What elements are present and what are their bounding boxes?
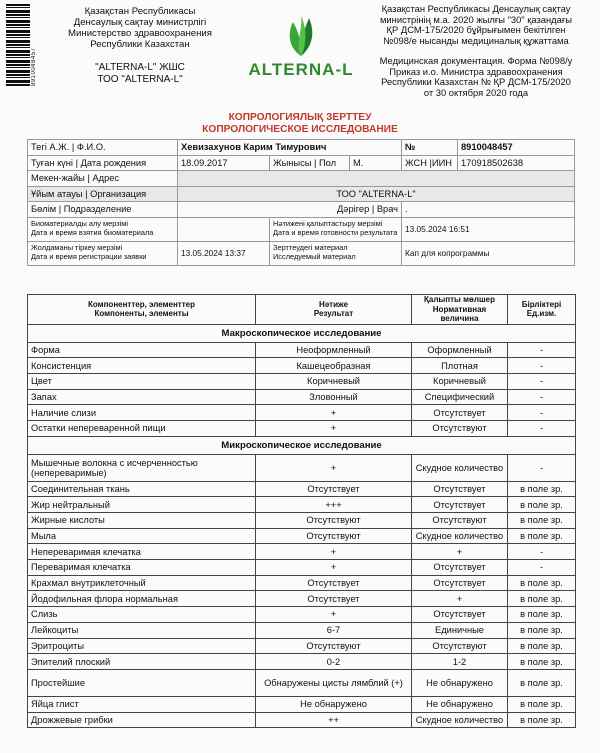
- component-cell: Цвет: [28, 373, 256, 389]
- sex-label: Жынысы | Пол: [270, 155, 350, 171]
- unit-cell: -: [508, 544, 576, 560]
- component-cell: Эритроциты: [28, 638, 256, 654]
- patient-org: ТОО "ALTERNA-L": [178, 186, 575, 202]
- table-row: [28, 560, 576, 576]
- norm-cell: Не обнаружено: [412, 696, 508, 712]
- company-logo: [246, 14, 356, 86]
- norm-cell: Единичные: [412, 622, 508, 638]
- info-row-org: [28, 186, 575, 202]
- ministry-line: Қазақстан Республикасы: [84, 6, 196, 17]
- norm-cell: Отсутствует: [412, 497, 508, 513]
- result-cell: +: [256, 420, 412, 436]
- doctor-label: Дәрігер | Врач: [178, 202, 402, 218]
- ministry-line: Республики Казахстан: [90, 39, 190, 50]
- result-cell: Не обнаружено: [256, 696, 412, 712]
- org-name-ru: ТОО "ALTERNA-L": [97, 74, 183, 85]
- unit-cell: в поле зр.: [508, 528, 576, 544]
- dob-label: Туған күні | Дата рождения: [28, 155, 178, 171]
- form-ref-line: министрінің м.а. 2020 жылғы "30" қазандағы: [379, 13, 573, 25]
- result-cell: 6-7: [256, 622, 412, 638]
- unit-cell: -: [508, 420, 576, 436]
- patient-name: Хевизахунов Карим Тимурович: [178, 140, 402, 156]
- sample-time-label: Биоматериалды алу мерзімі Дата и время взятия биоматериала: [28, 217, 178, 241]
- unit-cell: в поле зр.: [508, 513, 576, 529]
- name-label: Тегі А.Ж. | Ф.И.О.: [28, 140, 178, 156]
- col-result: Нәтиже Результат: [256, 295, 412, 325]
- sample-time-value: [178, 217, 270, 241]
- result-cell: Обнаружены цисты лямблий (+): [256, 669, 412, 696]
- component-cell: Консистенция: [28, 358, 256, 374]
- patient-sex: М.: [350, 155, 402, 171]
- result-cell: Отсутствует: [256, 591, 412, 607]
- component-cell: Яйца глист: [28, 696, 256, 712]
- component-cell: Мышечные волокна с исчерченностью (непереваримые): [28, 454, 256, 481]
- result-cell: Неоформленный: [256, 342, 412, 358]
- norm-cell: Оформленный: [412, 342, 508, 358]
- norm-cell: Скудное количество: [412, 712, 508, 728]
- result-cell: Кашецеобразная: [256, 358, 412, 374]
- form-ref-line: от 30 октября 2020 года: [423, 86, 529, 98]
- result-cell: Отсутствует: [256, 481, 412, 497]
- col-unit: Бірліктері Ед.изм.: [508, 295, 576, 325]
- patient-address: [178, 171, 575, 187]
- org-label: Ұйым атауы | Организация: [28, 186, 178, 202]
- result-cell: Зловонный: [256, 389, 412, 405]
- patient-dob: 18.09.2017: [178, 155, 270, 171]
- table-row: [28, 342, 576, 358]
- info-row-dob: [28, 155, 575, 171]
- unit-cell: в поле зр.: [508, 607, 576, 623]
- component-cell: Остатки непереваренной пищи: [28, 420, 256, 436]
- col-component: Компоненттер, элементтер Компоненты, элементы: [28, 295, 256, 325]
- result-cell: +: [256, 607, 412, 623]
- barcode: [6, 4, 30, 86]
- info-row-name: [28, 140, 575, 156]
- table-row: [28, 420, 576, 436]
- patient-iin: 170918502638: [458, 155, 575, 171]
- norm-cell: +: [412, 591, 508, 607]
- table-row: [28, 497, 576, 513]
- norm-cell: Отсутствует: [412, 560, 508, 576]
- result-cell: ++: [256, 712, 412, 728]
- table-row: [28, 405, 576, 421]
- material-value: Кап для копрограммы: [402, 241, 575, 265]
- component-cell: Эпителий плоский: [28, 654, 256, 670]
- barcode-number: 8910048457: [31, 47, 37, 86]
- section-micro: [28, 436, 576, 454]
- result-cell: Отсутствуют: [256, 528, 412, 544]
- org-name-kz: "ALTERNA-L" ЖШС: [95, 62, 185, 73]
- material-label: Зерттеудегі материал Исследуемый материал: [270, 241, 402, 265]
- micro-section-title: Микроскопическое исследование: [28, 436, 576, 454]
- unit-cell: -: [508, 389, 576, 405]
- result-cell: +: [256, 405, 412, 421]
- result-cell: +: [256, 454, 412, 481]
- results-header-row: [28, 295, 576, 325]
- table-row: [28, 654, 576, 670]
- section-macro: [28, 324, 576, 342]
- component-cell: Йодофильная флора нормальная: [28, 591, 256, 607]
- unit-cell: в поле зр.: [508, 669, 576, 696]
- ministry-block: [40, 6, 240, 86]
- patient-info-table: [27, 139, 575, 266]
- result-cell: Отсутствуют: [256, 638, 412, 654]
- ready-time-value: 13.05.2024 16:51: [402, 217, 575, 241]
- col-norm: Қалыпты мөлшер Нормативная величина: [412, 295, 508, 325]
- form-ref-line: ҚР ДСМ-175/2020 бұйрығымен бекітілген: [386, 24, 566, 36]
- table-row: [28, 389, 576, 405]
- component-cell: Наличие слизи: [28, 405, 256, 421]
- title-ru: КОПРОЛОГИЧЕСКОЕ ИССЛЕДОВАНИЕ: [202, 124, 398, 135]
- number-label: №: [402, 140, 458, 156]
- component-cell: Лейкоциты: [28, 622, 256, 638]
- component-cell: Дрожжевые грибки: [28, 712, 256, 728]
- form-reference-block: [360, 4, 592, 99]
- norm-cell: Плотная: [412, 358, 508, 374]
- unit-cell: -: [508, 358, 576, 374]
- table-row: [28, 454, 576, 481]
- info-row-registration: [28, 241, 575, 265]
- info-row-sample-time: [28, 217, 575, 241]
- table-row: [28, 669, 576, 696]
- table-row: [28, 622, 576, 638]
- component-cell: Соединительная ткань: [28, 481, 256, 497]
- norm-cell: Отсутствуют: [412, 638, 508, 654]
- logo-text: ALTERNA-L: [248, 60, 354, 79]
- iin-label: ЖСН |ИИН: [402, 155, 458, 171]
- unit-cell: в поле зр.: [508, 497, 576, 513]
- norm-cell: Скудное количество: [412, 528, 508, 544]
- table-row: [28, 696, 576, 712]
- unit-cell: -: [508, 454, 576, 481]
- info-row-address: [28, 171, 575, 187]
- norm-cell: 1-2: [412, 654, 508, 670]
- table-row: [28, 607, 576, 623]
- unit-cell: -: [508, 405, 576, 421]
- component-cell: Жирные кислоты: [28, 513, 256, 529]
- unit-cell: в поле зр.: [508, 696, 576, 712]
- result-cell: Коричневый: [256, 373, 412, 389]
- norm-cell: Отсутствует: [412, 607, 508, 623]
- doctor-value: .: [402, 202, 575, 218]
- leaf-icon: [281, 14, 321, 58]
- component-cell: Форма: [28, 342, 256, 358]
- table-row: [28, 513, 576, 529]
- component-cell: Непереваримая клечатка: [28, 544, 256, 560]
- result-cell: +: [256, 544, 412, 560]
- unit-cell: в поле зр.: [508, 654, 576, 670]
- macro-section-title: Макроскопическое исследование: [28, 324, 576, 342]
- unit-cell: -: [508, 373, 576, 389]
- dept-label: Бөлім | Подразделение: [28, 202, 178, 218]
- ministry-line: Министерство здравоохранения: [68, 28, 212, 39]
- table-row: [28, 528, 576, 544]
- title-kz: КОПРОЛОГИЯЛЫҚ ЗЕРТТЕУ: [228, 112, 372, 123]
- form-ref-line: №098/е нысанды медициналық құжаттама: [383, 35, 569, 47]
- form-ref-line: Қазақстан Республикасы Денсаулық сақтау: [381, 3, 571, 14]
- component-cell: Простейшие: [28, 669, 256, 696]
- table-row: [28, 373, 576, 389]
- unit-cell: -: [508, 560, 576, 576]
- component-cell: Запах: [28, 389, 256, 405]
- norm-cell: Отсутствуют: [412, 420, 508, 436]
- result-cell: Отсутствует: [256, 575, 412, 591]
- ready-time-label: Нәтижені қалыптастыру мерзімі Дата и время готовности результата: [270, 217, 402, 241]
- component-cell: Переваримая клечатка: [28, 560, 256, 576]
- patient-number: 8910048457: [458, 140, 575, 156]
- norm-cell: Отсутствуют: [412, 513, 508, 529]
- result-cell: 0-2: [256, 654, 412, 670]
- component-cell: Слизь: [28, 607, 256, 623]
- ministry-line: Денсаулық сақтау министрлігі: [73, 17, 207, 28]
- component-cell: Мыла: [28, 528, 256, 544]
- table-row: [28, 358, 576, 374]
- table-row: [28, 544, 576, 560]
- norm-cell: Коричневый: [412, 373, 508, 389]
- form-ref-line: Медицинская документация. Форма №098/у: [379, 54, 573, 66]
- norm-cell: Скудное количество: [412, 454, 508, 481]
- unit-cell: -: [508, 342, 576, 358]
- norm-cell: Специфический: [412, 389, 508, 405]
- form-ref-line: Республики Казахстан № ҚР ДСМ-175/2020: [381, 76, 571, 88]
- result-cell: +: [256, 560, 412, 576]
- norm-cell: Отсутствует: [412, 481, 508, 497]
- unit-cell: в поле зр.: [508, 622, 576, 638]
- norm-cell: +: [412, 544, 508, 560]
- registration-value: 13.05.2024 13:37: [178, 241, 270, 265]
- result-cell: +++: [256, 497, 412, 513]
- component-cell: Крахмал внутриклеточный: [28, 575, 256, 591]
- table-row: [28, 591, 576, 607]
- info-row-dept: [28, 202, 575, 218]
- unit-cell: в поле зр.: [508, 575, 576, 591]
- table-row: [28, 712, 576, 728]
- norm-cell: Отсутствует: [412, 575, 508, 591]
- table-row: [28, 575, 576, 591]
- unit-cell: в поле зр.: [508, 712, 576, 728]
- form-ref-line: Приказ и.о. Министра здравоохранения: [389, 65, 563, 77]
- unit-cell: в поле зр.: [508, 638, 576, 654]
- unit-cell: в поле зр.: [508, 481, 576, 497]
- registration-label: Жолдаманы тіркеу мерзімі Дата и время регистрации заявки: [28, 241, 178, 265]
- address-label: Мекен-жайы | Адрес: [28, 171, 178, 187]
- norm-cell: Отсутствует: [412, 405, 508, 421]
- component-cell: Жир нейтральный: [28, 497, 256, 513]
- results-table: [27, 294, 576, 728]
- unit-cell: в поле зр.: [508, 591, 576, 607]
- table-row: [28, 481, 576, 497]
- norm-cell: Не обнаружено: [412, 669, 508, 696]
- result-cell: Отсутствуют: [256, 513, 412, 529]
- table-row: [28, 638, 576, 654]
